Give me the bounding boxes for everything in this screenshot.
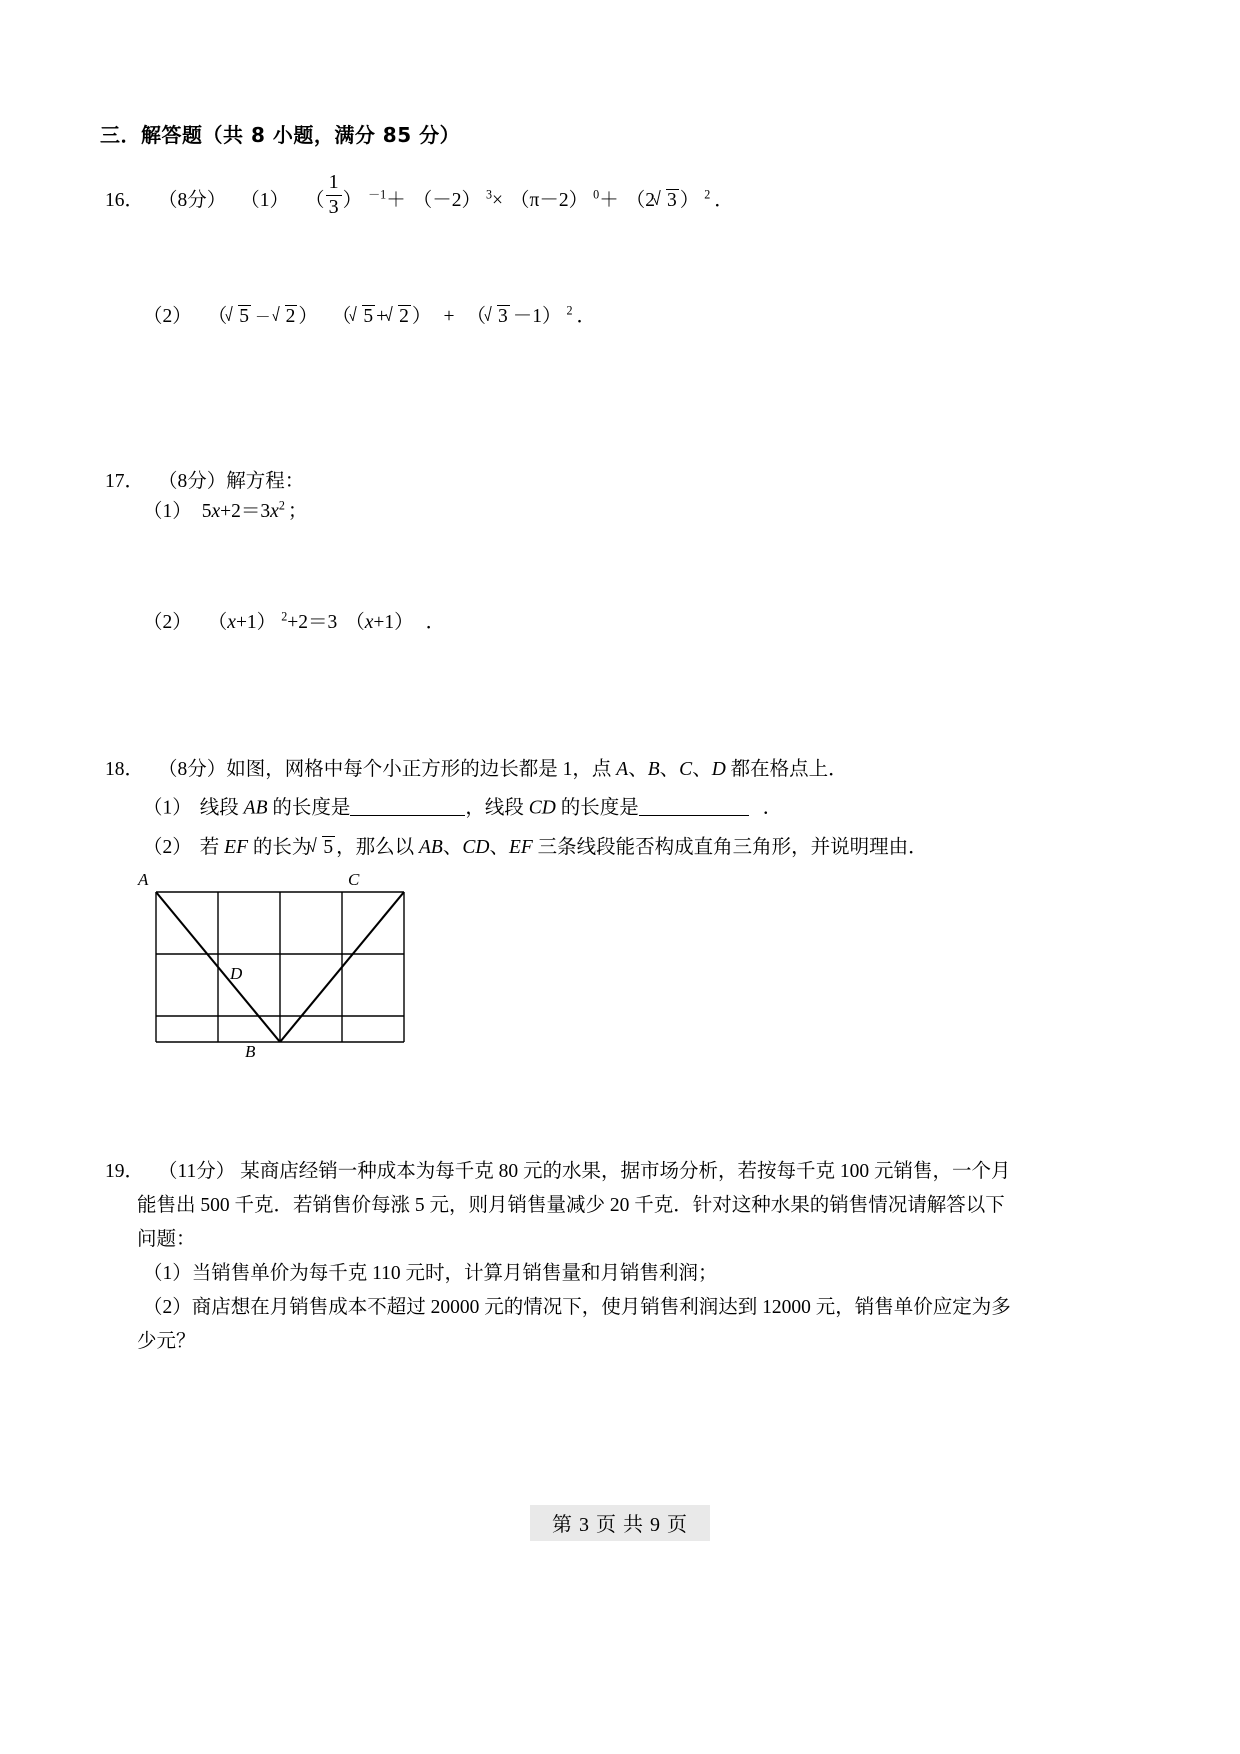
problem-19-line2: 能售出 500 千克．若销售价每涨 5 元，则月销售量减少 20 千克．针对这种水果的销售情况请解答以下	[137, 1195, 1005, 1216]
exponent-zero: 0	[593, 187, 600, 202]
radicand: 3	[497, 306, 508, 327]
problem-19-sub2-line1: （2）商店想在月销售成本不超过 20000 元的情况下，使月销售利润达到 12000 元，销售单价应定为多	[143, 1297, 1011, 1318]
coefficient-five: 5	[201, 501, 212, 522]
exponent-two: 2	[278, 498, 285, 513]
paren-open: （	[305, 190, 325, 212]
grid-figure	[138, 870, 420, 1074]
sep-2: 、	[659, 759, 680, 780]
exponent-two: 2	[704, 187, 711, 202]
problem-18-stem-text-e: 都在格点上．	[725, 759, 848, 780]
figure-label-D: D	[230, 964, 243, 983]
text-segment-4: 的长度是	[555, 797, 639, 819]
exponent-three: 3	[485, 187, 493, 202]
paren-close-a: ）	[298, 306, 318, 327]
exponent-neg-one: －1	[368, 187, 387, 202]
segment-label-AB: AB	[243, 797, 268, 819]
paren-close: ）	[342, 190, 363, 212]
period-mark: ．	[576, 306, 597, 327]
exponent-two-c: 2	[566, 303, 573, 318]
term-neg-two: （－2）	[412, 190, 481, 212]
term-pi-minus-two: （π－2）	[510, 190, 589, 212]
segment-label-EF: EF	[224, 837, 248, 858]
variable-x: x	[270, 501, 279, 522]
problem-16-sub1-label: （1）	[240, 190, 290, 212]
radical-sqrt-5-a	[227, 305, 251, 327]
segment-label-AB-2: AB	[419, 837, 443, 858]
problem-17-sub2	[143, 609, 446, 633]
expr-plus-one-close: +1）	[373, 612, 414, 633]
times-sign: ×	[492, 190, 504, 212]
expr-plus-one: +1）	[235, 612, 277, 633]
point-label-C: C	[679, 759, 693, 780]
exponent-two: 2	[281, 609, 288, 624]
plus-sign-2: ＋	[599, 190, 619, 212]
problem-18-sub2	[143, 836, 928, 858]
radicand: 2	[285, 306, 296, 327]
radicand: 5	[239, 306, 250, 327]
variable-x: x	[227, 612, 236, 633]
page-number-label: 第 3 页 共 9 页	[530, 1505, 710, 1541]
text-tail: 三条线段能否构成直角三角形，并说明理由．	[532, 837, 928, 858]
problem-17-points: （8分）	[158, 471, 227, 492]
expr-plus-two-equals-three: +2＝3	[287, 612, 338, 633]
radicand: 5	[323, 837, 334, 858]
point-label-B: B	[647, 759, 660, 780]
section-heading: 三．解答题（共 8 小题，满分 85 分）	[100, 123, 461, 147]
problem-18-sub1	[143, 795, 782, 818]
plus-sign-b: +	[376, 306, 388, 327]
minus-one-close: －1）	[512, 306, 562, 327]
text-length-is: 的长为	[247, 837, 312, 858]
grid-figure-svg	[150, 884, 420, 1074]
problem-16-points: （8分）	[158, 190, 227, 212]
problem-18-stem-text-a: 如图，网格中每个小正方形的边长都是 1，点	[226, 759, 617, 780]
sep-b: 、	[489, 837, 509, 858]
problem-18-sub2-label: （2）	[143, 837, 192, 858]
fraction-denominator: 3	[328, 196, 339, 218]
period-mark: ．	[425, 612, 446, 633]
variable-x: x	[364, 612, 374, 633]
expr-equals: +2＝3	[220, 501, 271, 522]
problem-17-sub2-label: （2）	[143, 612, 192, 633]
text-segment-1: 线段	[199, 797, 244, 819]
answer-blank-cd[interactable]	[639, 795, 749, 816]
radicand: 2	[399, 306, 409, 327]
problem-19-line3: 问题：	[137, 1229, 196, 1250]
text-if: 若	[199, 837, 225, 858]
problem-17-prompt: 解方程：	[226, 471, 305, 492]
period-mark: ．	[714, 190, 734, 212]
problem-16-sub2-label: （2）	[143, 306, 192, 327]
term-two-sqrt-three-close: ）	[679, 190, 700, 212]
term-two-sqrt-three-open: （2	[625, 190, 655, 212]
figure-label-A: A	[138, 870, 149, 889]
problem-19-sub1: （1）当销售单价为每千克 110 元时，计算月销售量和月销售利润；	[143, 1263, 718, 1284]
problem-17-number: 17．	[105, 471, 145, 492]
problem-19-points: （11分）	[158, 1161, 236, 1182]
problem-18-stem	[105, 760, 848, 780]
period-mark: ．	[762, 797, 783, 819]
radical-sqrt-3-c	[486, 305, 510, 327]
semicolon-mark: ；	[287, 501, 308, 522]
fraction-numerator: 1	[328, 171, 339, 193]
radical-sqrt-2-a	[274, 305, 298, 327]
problem-16-line1	[105, 171, 734, 218]
paren-close-b: ）	[411, 306, 432, 327]
problem-17-sub1	[143, 498, 308, 522]
paren-open-c: （	[466, 306, 486, 327]
figure-label-B: B	[245, 1042, 256, 1061]
radicand: 5	[363, 306, 374, 327]
text-segment-2: 的长度是	[267, 797, 351, 819]
text-then-with: ，那么以	[336, 837, 420, 858]
problem-19-number: 19．	[105, 1161, 145, 1182]
segment-label-EF-2: EF	[508, 837, 533, 858]
problem-16-line2	[143, 305, 596, 327]
problem-19-sub2-line2: 少元？	[137, 1331, 196, 1352]
problem-18-points: （8分）	[158, 759, 227, 780]
problem-16-number: 16．	[105, 190, 145, 212]
plus-sign-1: ＋	[386, 190, 406, 212]
problem-19-stem-line1: 某商店经销一种成本为每千克 80 元的水果，据市场分析，若按每千克 100 元销售，一个月	[240, 1161, 1011, 1182]
fraction-one-third	[326, 171, 342, 218]
point-label-D: D	[711, 759, 726, 780]
sep-3: 、	[692, 759, 712, 780]
paren-open-b: （	[331, 306, 352, 327]
radical-sqrt-5-b	[351, 305, 375, 327]
answer-blank-ab[interactable]	[350, 795, 465, 816]
minus-sign-a: －	[255, 309, 271, 326]
sep-a: 、	[442, 837, 463, 858]
segment-label-CD-2: CD	[462, 837, 490, 858]
grid-lines	[156, 892, 404, 1042]
paren-open-2: （	[345, 612, 365, 633]
radical-sqrt-3	[655, 189, 679, 211]
problem-18-sub1-label: （1）	[143, 797, 192, 819]
point-label-A: A	[616, 759, 629, 780]
paren-open-a: （	[207, 306, 228, 327]
figure-label-C: C	[348, 870, 360, 889]
paren-open: （	[207, 612, 228, 633]
radical-sqrt-5	[311, 836, 335, 858]
variable-x: x	[211, 501, 221, 522]
problem-19-line1	[105, 1162, 1011, 1182]
problem-17-header	[105, 472, 304, 492]
problem-18-number: 18．	[105, 759, 145, 780]
radicand: 3	[666, 190, 677, 212]
plus-sign-c: +	[443, 306, 455, 327]
problem-17-sub1-label: （1）	[143, 501, 192, 522]
segment-label-CD: CD	[528, 797, 556, 819]
text-segment-3: ，线段	[465, 797, 529, 819]
page-footer	[0, 1505, 1240, 1541]
sep-1: 、	[628, 759, 648, 780]
radical-sqrt-2-b	[387, 305, 411, 327]
